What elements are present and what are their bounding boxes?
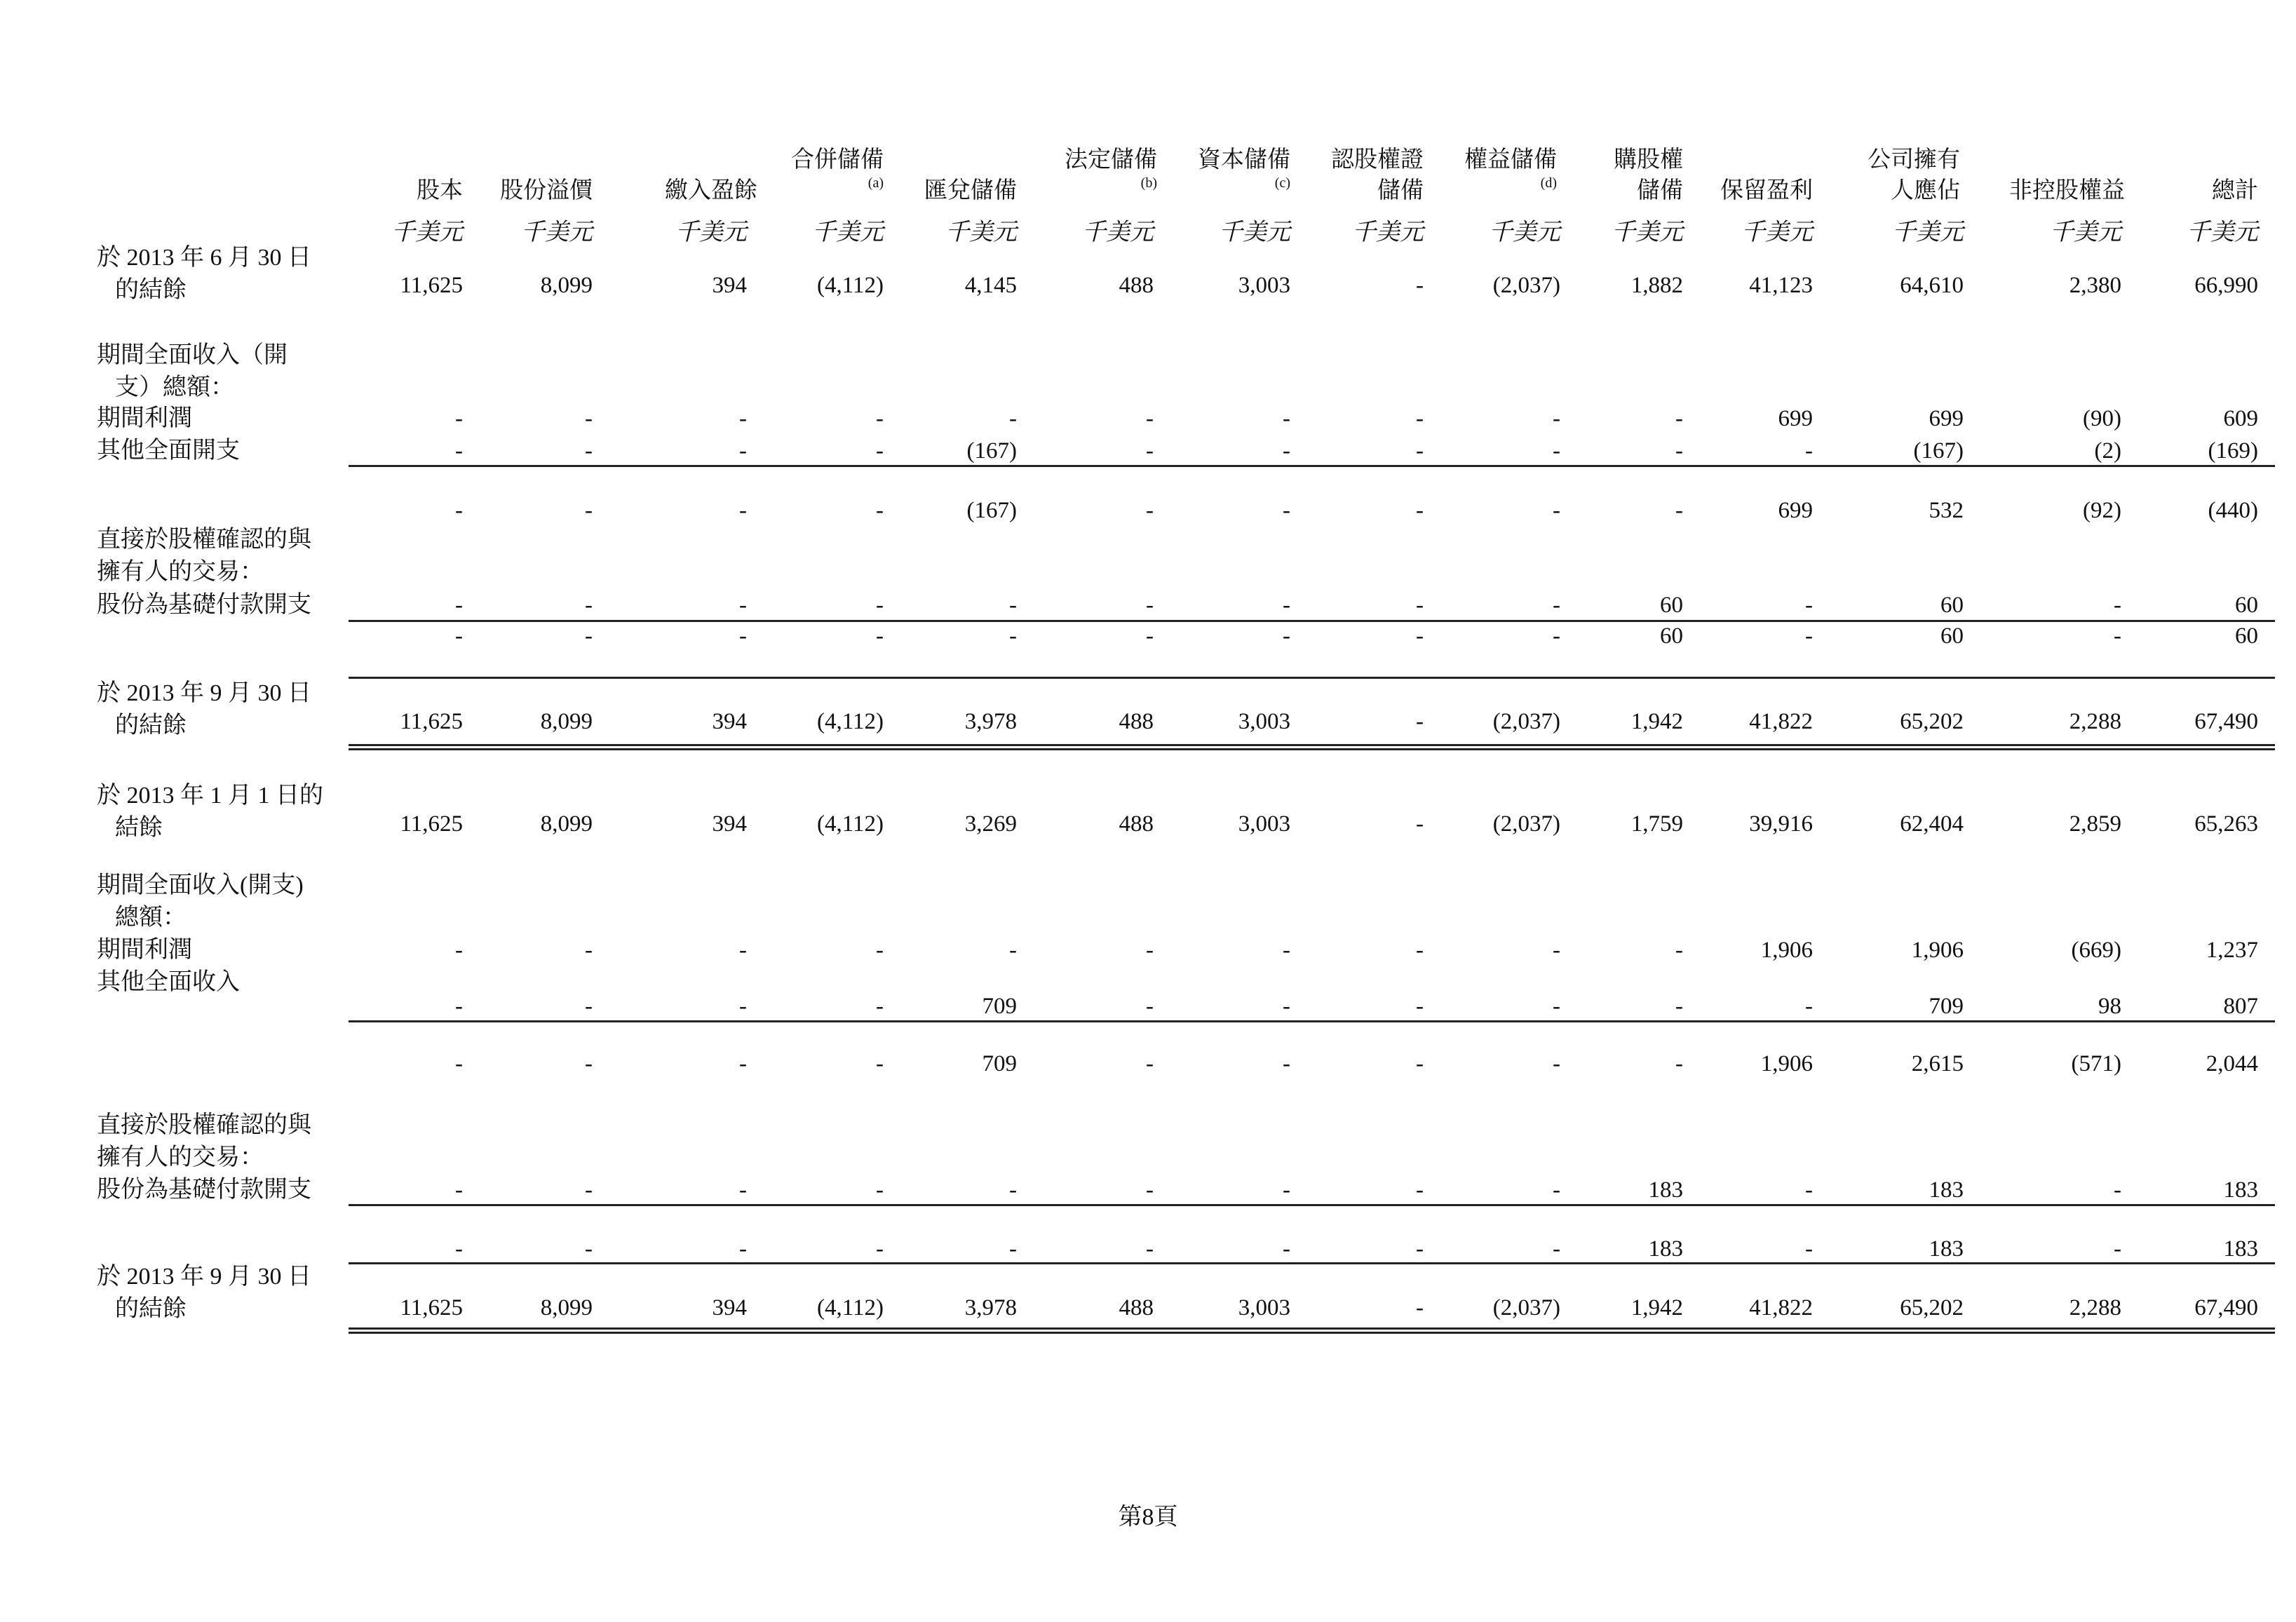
row-label-other-comprehensive: 其他全面開支 [97,438,240,464]
table-cell: 4,145 [964,273,1017,298]
table-cell: 2,615 [1911,1051,1964,1076]
table-cell: 394 [712,1295,747,1320]
subtotal-rule [349,1020,2275,1022]
table-row [0,269,2296,302]
row-label-balance-jan1: 於 2013 年 1 月 1 日的 結餘 [97,783,323,841]
table-cell: - [1009,1177,1017,1203]
unit-cell: 千美元 [1489,219,1560,245]
table-cell: - [585,406,593,431]
table-cell: - [585,438,593,464]
table-cell: - [1553,593,1560,618]
table-row [0,808,2296,840]
balance-double-rule [349,1327,2275,1334]
table-cell: - [585,593,593,618]
table-cell: - [2114,1236,2121,1262]
subtotal-rule [349,1204,2275,1206]
table-cell: - [1146,994,1154,1019]
table-cell: - [455,406,463,431]
table-cell: - [1416,1051,1424,1076]
table-cell: 41,822 [1749,709,1813,734]
table-cell: (4,112) [816,709,884,734]
header-contributed-surplus: 繳入盈餘 [665,178,757,203]
balance-double-rule [349,744,2275,750]
row-label-profit-2: 期間利潤 [97,937,192,963]
table-cell: 11,625 [400,1295,463,1320]
table-cell: - [739,623,747,649]
table-cell: - [455,498,463,523]
table-cell: (571) [2071,1051,2121,1076]
table-cell: 2,288 [2069,1295,2121,1320]
table-cell: - [2114,1177,2121,1203]
table-cell: 183 [2223,1177,2258,1203]
table-cell: - [2114,623,2121,649]
table-cell: - [1146,1177,1154,1203]
table-cell: - [1553,1177,1560,1203]
unit-cell: 千美元 [1352,219,1424,245]
table-cell: (4,112) [816,1295,884,1320]
table-cell: 1,882 [1630,273,1683,298]
table-row [0,990,2296,1022]
table-cell: - [455,994,463,1019]
table-cell: 183 [1648,1177,1683,1203]
table-cell: 1,759 [1630,811,1683,837]
table-cell: - [1675,438,1683,464]
table-cell: 183 [1929,1236,1964,1262]
table-cell: - [1146,406,1154,431]
table-cell: - [739,1177,747,1203]
table-cell: - [1553,623,1560,649]
table-cell: - [1283,938,1290,963]
table-cell: 3,978 [964,709,1017,734]
table-cell: - [1146,498,1154,523]
table-cell: - [1675,406,1683,431]
table-cell: 41,822 [1749,1295,1813,1320]
table-cell: - [1146,593,1154,618]
unit-cell: 千美元 [1892,219,1964,245]
table-cell: - [1553,1236,1560,1262]
header-share-option-reserve: 購股權 儲備 [1614,147,1683,203]
table-cell: (4,112) [816,811,884,837]
row-label-share-payment-2: 股份為基礎付款開支 [97,1177,311,1203]
table-cell: 2,044 [2206,1051,2258,1076]
table-cell: 60 [2235,623,2258,649]
subtotal-rule [349,620,2275,622]
header-total: 總計 [2212,178,2258,203]
table-cell: 8,099 [540,1295,593,1320]
table-cell: 183 [1648,1236,1683,1262]
table-cell: - [1416,1177,1424,1203]
row-label-share-payment: 股份為基礎付款開支 [97,592,311,618]
table-cell: - [1283,623,1290,649]
table-cell: - [1553,994,1560,1019]
table-cell: 2,288 [2069,709,2121,734]
table-cell: (167) [966,498,1017,523]
table-row [0,1233,2296,1265]
table-cell: - [2114,593,2121,618]
table-cell: - [1675,938,1683,963]
table-cell: - [1283,438,1290,464]
table-cell: - [585,623,593,649]
table-cell: (2,037) [1492,811,1560,837]
table-cell: 60 [1660,593,1683,618]
table-cell: - [739,938,747,963]
table-cell: - [1283,406,1290,431]
table-cell: 609 [2223,406,2258,431]
row-label-transactions-owners: 直接於股權確認的與 擁有人的交易： [97,527,311,585]
subtotal-rule [349,1262,2275,1264]
table-cell: 1,906 [1760,938,1813,963]
unit-cell: 千美元 [521,219,593,245]
table-cell: 807 [2223,994,2258,1019]
header-owners-attributable: 公司擁有 人應佔 [1868,147,1960,203]
table-cell: (2,037) [1492,273,1560,298]
table-cell: - [1416,709,1424,734]
table-cell: 60 [1940,593,1964,618]
header-capital-reserve: 資本儲備 (c) [1198,147,1290,191]
table-cell: 60 [1940,623,1964,649]
table-cell: - [1416,438,1424,464]
table-row [0,1048,2296,1080]
table-cell: 1,906 [1911,938,1964,963]
table-cell: - [585,1051,593,1076]
table-cell: - [1283,593,1290,618]
table-cell: 65,202 [1900,709,1964,734]
table-cell: 183 [2223,1236,2258,1262]
row-label-balance-jun30: 於 2013 年 6 月 30 日 的結餘 [97,245,311,303]
table-cell: - [739,498,747,523]
header-equity-reserve: 權益儲備 (d) [1464,147,1557,191]
table-row [0,1292,2296,1324]
table-cell: - [455,623,463,649]
table-cell: (440) [2208,498,2258,523]
row-label-total-comprehensive: 期間全面收入（開 支）總額： [97,342,288,400]
table-cell: - [739,438,747,464]
table-cell: - [1283,498,1290,523]
table-cell: - [585,1236,593,1262]
table-cell: - [1553,1051,1560,1076]
table-cell: 3,003 [1238,273,1290,298]
table-cell: - [1009,593,1017,618]
table-cell: 3,269 [964,811,1017,837]
table-row [0,589,2296,621]
row-label-transactions-owners-2: 直接於股權確認的與 擁有人的交易： [97,1112,311,1170]
table-row [0,934,2296,966]
table-cell: 11,625 [400,811,463,837]
table-cell: - [1146,938,1154,963]
table-cell: 60 [2235,593,2258,618]
unit-cell: 千美元 [2187,219,2258,245]
table-cell: 2,380 [2069,273,2121,298]
header-merger-reserve: 合併儲備 (a) [791,147,884,191]
table-row [0,494,2296,527]
table-cell: 3,003 [1238,811,1290,837]
table-cell: 2,859 [2069,811,2121,837]
table-cell: - [455,1236,463,1262]
unit-cell: 千美元 [1612,219,1683,245]
unit-cell: 千美元 [1219,219,1290,245]
table-cell: - [876,938,884,963]
table-cell: 488 [1119,273,1154,298]
header-retained-profits: 保留盈利 [1720,178,1813,203]
table-cell: - [1553,938,1560,963]
table-cell: 709 [982,994,1017,1019]
table-cell: - [739,994,747,1019]
table-cell: 488 [1119,1295,1154,1320]
table-cell: - [876,498,884,523]
table-cell: 65,263 [2194,811,2258,837]
subtotal-rule [349,465,2275,467]
table-cell: 11,625 [400,273,463,298]
table-cell: - [1805,994,1813,1019]
table-cell: - [1675,994,1683,1019]
table-cell: - [876,1236,884,1262]
subtotal-rule [349,677,2275,679]
table-cell: (2) [2094,438,2121,464]
table-cell: - [1805,1236,1813,1262]
table-cell: - [876,1177,884,1203]
table-cell: 532 [1929,498,1964,523]
table-cell: 699 [1929,406,1964,431]
table-cell: 488 [1119,709,1154,734]
row-label-profit: 期間利潤 [97,405,192,431]
table-cell: 394 [712,273,747,298]
table-cell: - [585,498,593,523]
table-cell: - [585,1177,593,1203]
unit-cell: 千美元 [1082,219,1154,245]
table-cell: - [1009,938,1017,963]
table-cell: 65,202 [1900,1295,1964,1320]
table-cell: - [455,438,463,464]
table-cell: (4,112) [816,273,884,298]
table-cell: - [1416,811,1424,837]
table-cell: 41,123 [1749,273,1813,298]
table-row [0,403,2296,435]
table-cell: - [1283,994,1290,1019]
table-cell: - [1416,593,1424,618]
table-cell: - [1283,1177,1290,1203]
table-cell: - [739,1236,747,1262]
table-cell: 39,916 [1749,811,1813,837]
table-cell: - [1675,498,1683,523]
header-share-premium: 股份溢價 [500,178,593,203]
row-label-balance-sep30: 於 2013 年 9 月 30 日 的結餘 [97,680,311,738]
table-cell: (167) [966,438,1017,464]
row-label-other-comprehensive-2: 其他全面收入 [97,969,240,995]
table-cell: - [1553,438,1560,464]
table-cell: 64,610 [1900,273,1964,298]
header-share-capital: 股本 [417,178,463,203]
table-cell: (90) [2083,406,2121,431]
table-cell: 183 [1929,1177,1964,1203]
header-non-controlling: 非控股權益 [2009,178,2125,203]
unit-cell: 千美元 [812,219,884,245]
table-row [0,1174,2296,1206]
table-cell: - [876,438,884,464]
table-cell: 8,099 [540,709,593,734]
table-cell: - [876,994,884,1019]
table-cell: 11,625 [400,709,463,734]
table-cell: (92) [2083,498,2121,523]
table-cell: - [1283,1236,1290,1262]
row-label-total-comprehensive-2: 期間全面收入(開支) 總額： [97,872,304,931]
table-cell: - [876,593,884,618]
table-cell: (669) [2071,938,2121,963]
table-cell: - [1009,623,1017,649]
table-cell: - [739,593,747,618]
table-cell: 3,003 [1238,709,1290,734]
table-cell: - [1416,1236,1424,1262]
table-cell: - [1553,498,1560,523]
table-cell: 488 [1119,811,1154,837]
table-cell: - [455,938,463,963]
table-cell: - [876,623,884,649]
table-cell: 699 [1778,498,1813,523]
table-cell: 66,990 [2194,273,2258,298]
table-cell: - [1146,438,1154,464]
header-exchange-reserve: 匯兌儲備 [924,178,1017,203]
table-cell: - [455,1177,463,1203]
table-cell: - [1805,1177,1813,1203]
table-cell: - [455,593,463,618]
table-cell: - [1009,406,1017,431]
table-cell: 709 [1929,994,1964,1019]
table-cell: - [1416,938,1424,963]
table-cell: 8,099 [540,273,593,298]
table-cell: - [1805,623,1813,649]
table-cell: 67,490 [2194,709,2258,734]
table-cell: (2,037) [1492,1295,1560,1320]
table-cell: 60 [1660,623,1683,649]
table-cell: - [739,1051,747,1076]
table-cell: - [1416,498,1424,523]
page-number: 第8頁 [1118,1504,1178,1530]
table-cell: - [1416,406,1424,431]
unit-cell: 千美元 [1741,219,1813,245]
table-cell: - [876,406,884,431]
table-cell: 699 [1778,406,1813,431]
table-cell: - [1416,994,1424,1019]
table-cell: (167) [1913,438,1964,464]
table-cell: 3,003 [1238,1295,1290,1320]
table-cell: - [1416,623,1424,649]
table-cell: - [1416,1295,1424,1320]
table-cell: - [455,1051,463,1076]
table-cell: 62,404 [1900,811,1964,837]
unit-cell: 千美元 [391,219,463,245]
table-cell: 1,942 [1630,1295,1683,1320]
unit-cell: 千美元 [945,219,1017,245]
table-cell: 394 [712,709,747,734]
table-cell: 709 [982,1051,1017,1076]
table-cell: 8,099 [540,811,593,837]
table-cell: 394 [712,811,747,837]
table-cell: 1,906 [1760,1051,1813,1076]
row-label-balance-sep30-2: 於 2013 年 9 月 30 日 的結餘 [97,1264,311,1322]
unit-cell: 千美元 [2050,219,2121,245]
table-cell: - [1283,1051,1290,1076]
unit-cell: 千美元 [675,219,747,245]
table-row [0,620,2296,652]
table-cell: (169) [2208,438,2258,464]
table-cell: 67,490 [2194,1295,2258,1320]
table-cell: - [1805,438,1813,464]
table-cell: 1,237 [2206,938,2258,963]
table-cell: - [1146,1236,1154,1262]
table-cell: - [739,406,747,431]
table-cell: - [1553,406,1560,431]
table-cell: - [1009,1236,1017,1262]
table-cell: (2,037) [1492,709,1560,734]
table-cell: - [585,994,593,1019]
table-cell: 1,942 [1630,709,1683,734]
table-cell: - [1146,1051,1154,1076]
table-cell: 3,978 [964,1295,1017,1320]
table-cell: - [1416,273,1424,298]
table-cell: - [585,938,593,963]
table-row [0,435,2296,467]
header-warrant-reserve: 認股權證 儲備 [1331,147,1424,203]
header-statutory-reserve: 法定儲備 (b) [1065,147,1157,191]
table-cell: - [1146,623,1154,649]
table-cell: - [1805,593,1813,618]
table-row [0,705,2296,738]
table-cell: - [1675,1051,1683,1076]
table-cell: - [876,1051,884,1076]
table-cell: 98 [2098,994,2121,1019]
